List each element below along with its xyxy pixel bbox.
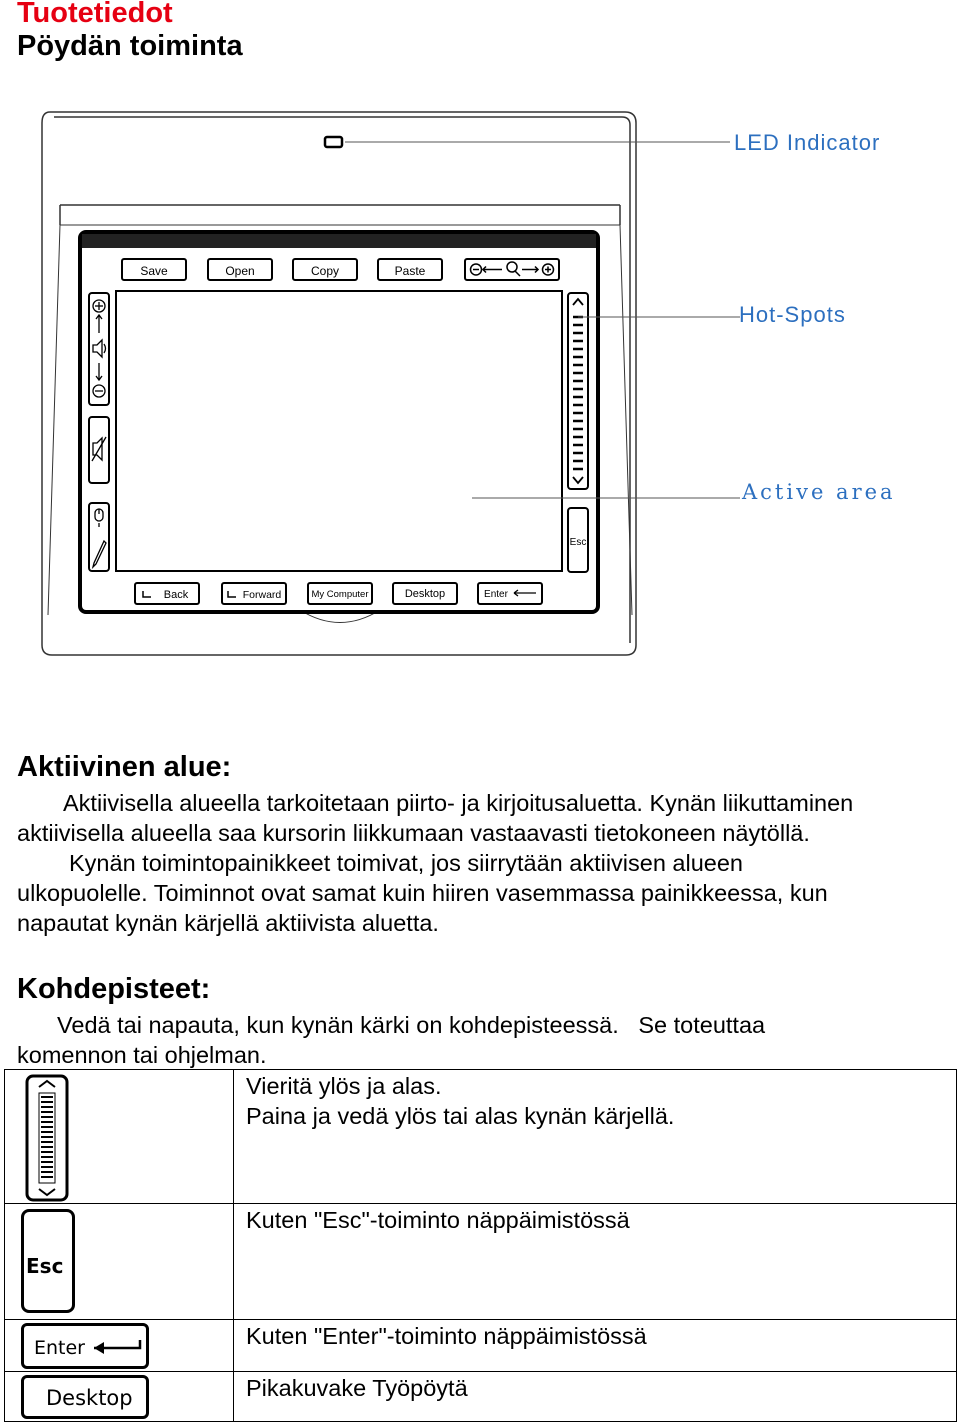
- enter-key-label: Enter: [34, 1337, 85, 1359]
- desktop-description: Pikakuvake Työpöytä: [246, 1375, 468, 1401]
- paragraph-line: ulkopuolelle. Toiminnot ovat samat kuin hiiren vasemmassa painikkeessa, kun: [17, 880, 828, 906]
- desktop-key-label: Desktop: [46, 1386, 133, 1410]
- scroll-strip-icon: [21, 1073, 81, 1203]
- paragraph-line: napautat kynän kärjellä aktiivista aluetta.: [17, 910, 439, 936]
- hot-spots-callout: Hot-Spots: [739, 302, 846, 327]
- esc-description: Kuten "Esc"-toiminto näppäimistössä: [246, 1207, 630, 1233]
- enter-arrow-icon: [92, 1338, 142, 1358]
- paragraph-line: Kynän toimintopainikkeet toimivat, jos siirrytään aktiivisen alueen: [69, 850, 743, 876]
- scroll-hotspot: [568, 293, 588, 489]
- table-row: [5, 1320, 957, 1372]
- table-icon-cell: [5, 1204, 234, 1320]
- paragraph-line: Vedä tai napauta, kun kynän kärki on kohdepisteessä. Se toteuttaa: [57, 1012, 766, 1038]
- led-indicator-callout: LED Indicator: [734, 130, 881, 155]
- paragraph-line: Aktiivisella alueella tarkoitetaan piirto- ja kirjoitusaluetta. Kynän liikuttaminen: [63, 790, 854, 816]
- document-title: Tuotetiedot: [17, 0, 173, 29]
- table-icon-cell: [5, 1372, 234, 1422]
- table-text-cell: [234, 1320, 957, 1372]
- table-icon-cell: [5, 1320, 234, 1372]
- desktop-hotspot-label: Desktop: [404, 588, 446, 600]
- back-hotspot-label: Back: [163, 589, 189, 601]
- table-text-cell: [234, 1372, 957, 1422]
- active-area-description: [17, 788, 947, 938]
- enter-hotspot-label: Enter: [484, 589, 508, 600]
- active-area-heading: Aktiivinen alue:: [17, 751, 232, 783]
- table-row: [5, 1204, 957, 1320]
- table-row: [5, 1372, 957, 1422]
- tablet-diagram: [0, 95, 960, 675]
- esc-hotspot-label: Esc: [569, 537, 587, 548]
- esc-key-icon: [21, 1209, 75, 1313]
- table-row: [5, 1070, 957, 1204]
- hotspots-heading: Kohdepisteet:: [17, 973, 211, 1005]
- active-area-callout: Active area: [742, 480, 896, 504]
- hotspot-table: [4, 1069, 957, 1422]
- scroll-instruction: Paina ja vedä ylös tai alas kynän kärjellä.: [246, 1103, 675, 1129]
- hotspots-description: [17, 1010, 947, 1070]
- paragraph-line: komennon tai ohjelman.: [17, 1042, 267, 1068]
- document-subtitle: Pöydän toiminta: [17, 30, 243, 62]
- esc-key-label: Esc: [26, 1254, 64, 1278]
- active-area[interactable]: [116, 291, 562, 571]
- paste-hotspot-label: Paste: [394, 264, 426, 278]
- enter-key-icon: [21, 1323, 149, 1369]
- table-text-cell: [234, 1070, 957, 1204]
- paragraph-line: aktiivisella alueella saa kursorin liikkumaan vastaavasti tietokoneen näytöllä.: [17, 820, 810, 846]
- scroll-description: Vieritä ylös ja alas.: [246, 1073, 442, 1099]
- led-indicator-icon: [325, 137, 342, 147]
- desktop-key-icon: [21, 1375, 149, 1419]
- forward-hotspot-label: Forward: [242, 589, 282, 601]
- save-hotspot-label: Save: [140, 264, 168, 278]
- table-icon-cell: [5, 1070, 234, 1204]
- open-hotspot-label: Open: [225, 264, 255, 278]
- enter-description: Kuten "Enter"-toiminto näppäimistössä: [246, 1323, 647, 1349]
- table-text-cell: [234, 1204, 957, 1320]
- my-computer-hotspot-label: My Computer: [311, 589, 369, 600]
- copy-hotspot-label: Copy: [310, 264, 340, 278]
